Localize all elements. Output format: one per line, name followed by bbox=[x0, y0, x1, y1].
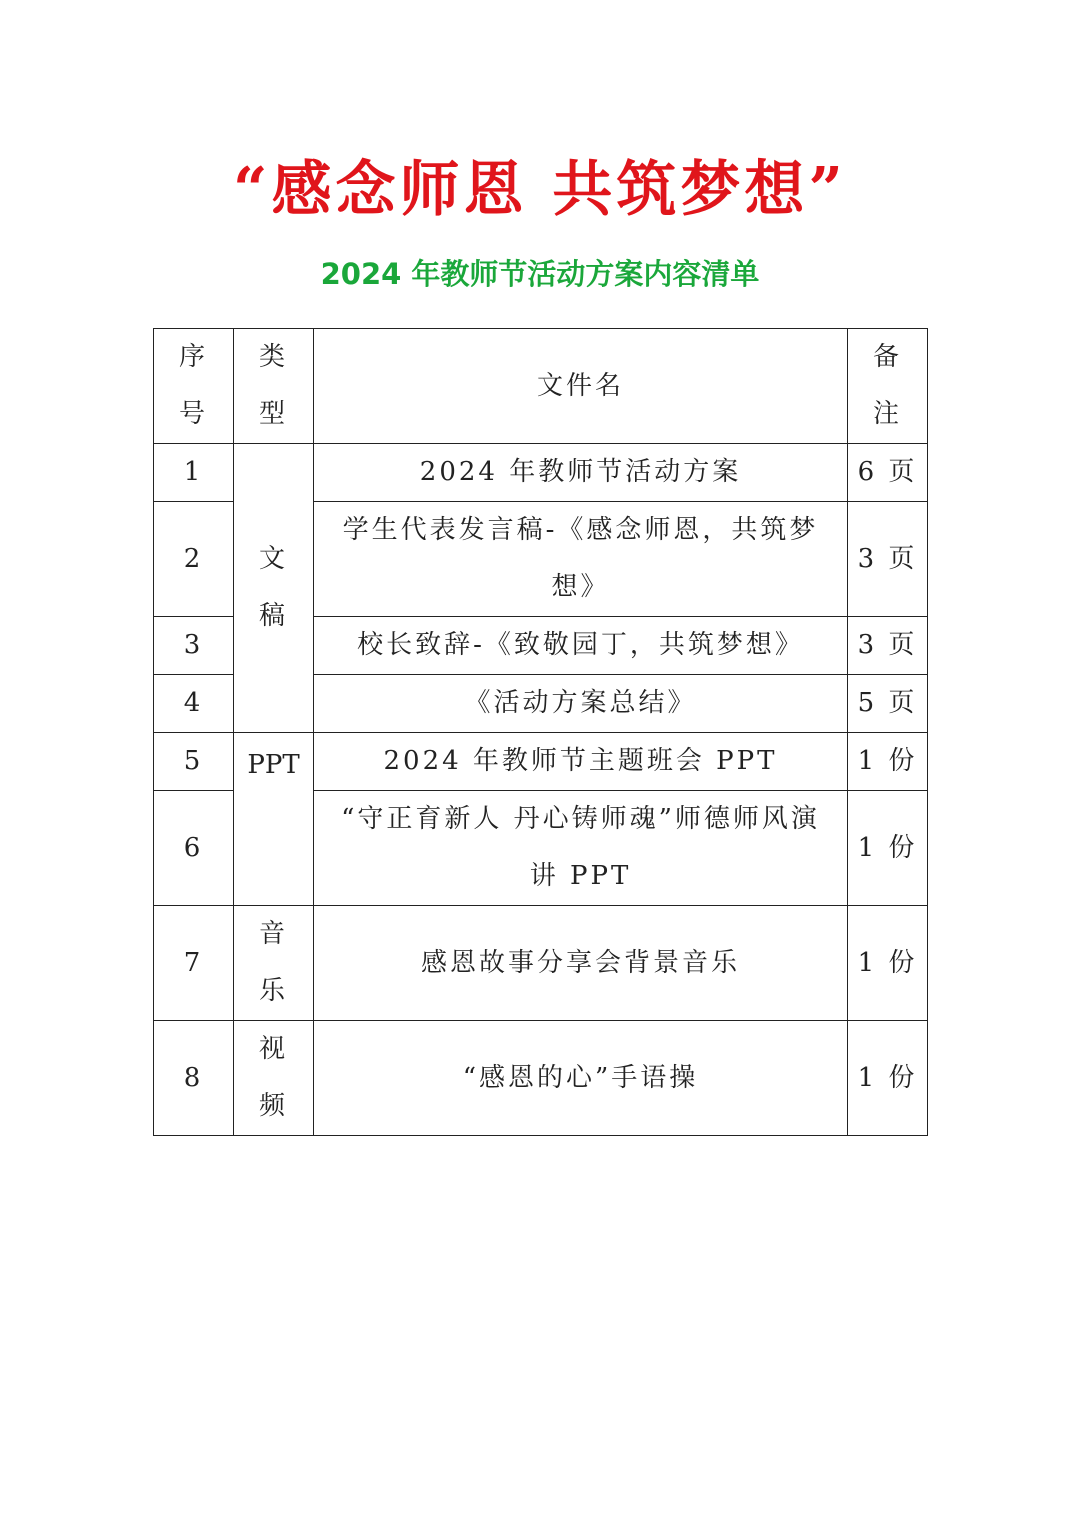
row-index: 4 bbox=[154, 675, 234, 733]
type-cell-manuscript: 文稿 bbox=[234, 444, 314, 733]
row-index: 1 bbox=[154, 444, 234, 502]
row-index: 5 bbox=[154, 733, 234, 791]
row-filename: “守正育新人 丹心铸师魂”师德师风演讲 PPT bbox=[314, 791, 848, 906]
header-type: 类型 bbox=[234, 329, 314, 444]
row-filename: “感恩的心”手语操 bbox=[314, 1021, 848, 1136]
header-filename: 文件名 bbox=[314, 329, 848, 444]
content-list-table bbox=[153, 328, 928, 1136]
row-index: 8 bbox=[154, 1021, 234, 1136]
table-row bbox=[154, 733, 928, 791]
row-note: 5 页 bbox=[848, 675, 928, 733]
page-title: “感念师恩 共筑梦想” bbox=[233, 155, 847, 225]
row-index: 7 bbox=[154, 906, 234, 1021]
row-note: 6 页 bbox=[848, 444, 928, 502]
type-cell-video: 视频 bbox=[234, 1021, 314, 1136]
type-cell-ppt: PPT bbox=[234, 733, 314, 906]
header-index: 序号 bbox=[154, 329, 234, 444]
table-header-row bbox=[154, 329, 928, 444]
table-row bbox=[154, 1021, 928, 1136]
row-filename: 学生代表发言稿-《感念师恩，共筑梦想》 bbox=[314, 502, 848, 617]
page-subtitle: 2024 年教师节活动方案内容清单 bbox=[320, 257, 760, 291]
row-note: 1 份 bbox=[848, 1021, 928, 1136]
row-note: 3 页 bbox=[848, 502, 928, 617]
header-note: 备注 bbox=[848, 329, 928, 444]
row-note: 3 页 bbox=[848, 617, 928, 675]
row-filename: 感恩故事分享会背景音乐 bbox=[314, 906, 848, 1021]
row-index: 2 bbox=[154, 502, 234, 617]
row-note: 1 份 bbox=[848, 791, 928, 906]
row-note: 1 份 bbox=[848, 906, 928, 1021]
row-filename: 校长致辞-《致敬园丁，共筑梦想》 bbox=[314, 617, 848, 675]
type-cell-music: 音乐 bbox=[234, 906, 314, 1021]
table-row bbox=[154, 444, 928, 502]
row-index: 3 bbox=[154, 617, 234, 675]
row-filename: 2024 年教师节活动方案 bbox=[314, 444, 848, 502]
row-index: 6 bbox=[154, 791, 234, 906]
row-note: 1 份 bbox=[848, 733, 928, 791]
row-filename: 2024 年教师节主题班会 PPT bbox=[314, 733, 848, 791]
row-filename: 《活动方案总结》 bbox=[314, 675, 848, 733]
table-row bbox=[154, 906, 928, 1021]
